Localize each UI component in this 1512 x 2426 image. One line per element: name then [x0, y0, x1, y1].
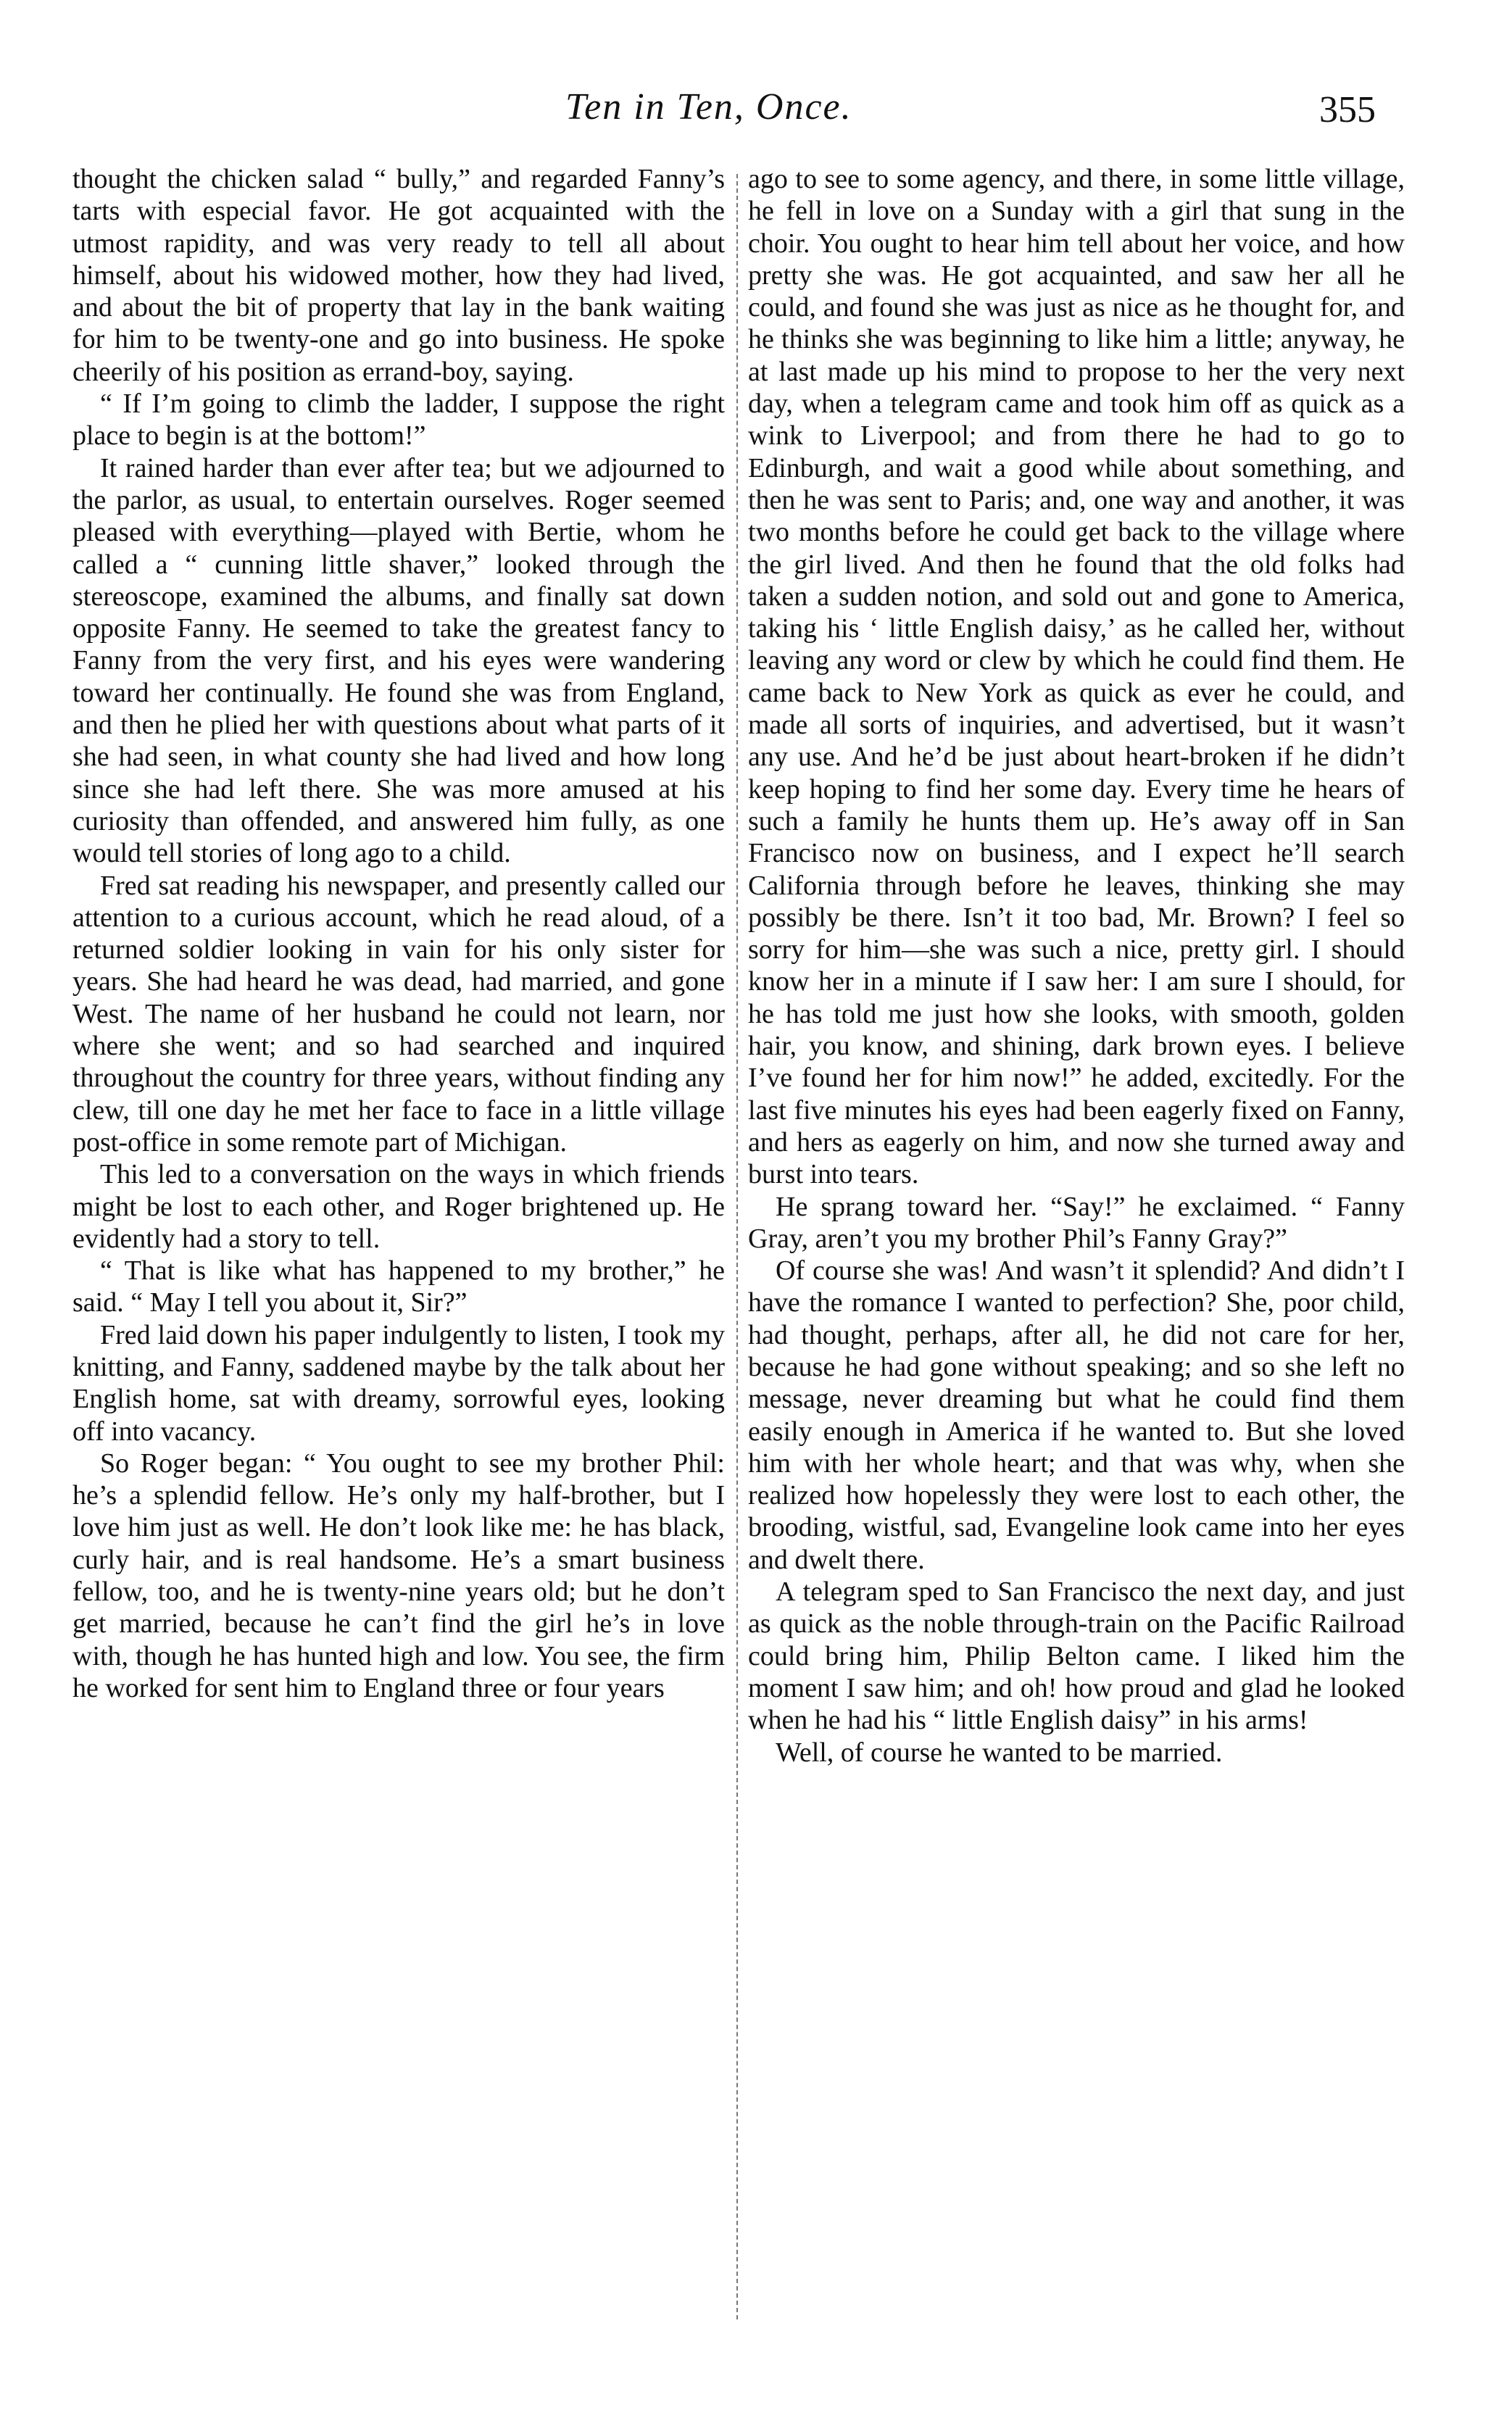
paragraph: So Roger began: “ You ought to see my brother Phil: he’s a splendid fellow. He’s only my half-brother, but I love him just as well. He don’t look like me: he has black, curly hair, and is real handsome. He’s a smart business fellow, too, and he is twenty-nine years old; but he don’t get married, because he can’t find the girl he’s in love with, though he has hunted high and low. You see, the firm he worked for sent him to England three or four years: [72, 1447, 725, 1703]
paragraph: Fred sat reading his newspaper, and presently called our attention to a curious account, which he read aloud, of a returned soldier looking in vain for his only sister for years. She had heard he was dead, had married, and gone West. The name of her husband he could not learn, nor where she went; and so had searched and inquired throughout the country for three years, without finding any clew, till one day he met her face to face in a little village post-office in some remote part of Michigan.: [72, 870, 725, 1158]
left-column: [72, 163, 725, 1704]
paragraph: thought the chicken salad “ bully,” and regarded Fanny’s tarts with especial favor. He got acquainted with the utmost rapidity, and was very ready to tell all about himself, about his widowed mother, how they had lived, and about the bit of property that lay in the bank waiting for him to be twenty-one and go into business. He spoke cheerily of his position as errand-boy, saying.: [72, 164, 725, 387]
paragraph: He sprang toward her. “Say!” he exclaimed. “ Fanny Gray, aren’t you my brother Phil’s Fanny Gray?”: [748, 1191, 1405, 1254]
paragraph: This led to a conversation on the ways in which friends might be lost to each other, and Roger brightened up. He evidently had a story to tell.: [72, 1159, 725, 1254]
page-header: [0, 86, 1512, 151]
running-title: Ten in Ten, Once.: [565, 86, 852, 128]
right-column: [748, 163, 1405, 1769]
paragraph: It rained harder than ever after tea; but we adjourned to the parlor, as usual, to entertain ourselves. Roger seemed pleased with everything—played with Bertie, whom he called a “ cunning little shaver,” looked through the stereoscope, examined the albums, and finally sat down opposite Fanny. He seemed to take the greatest fancy to Fanny from the very first, and his eyes were wandering toward her continually. He found she was from England, and then he plied her with questions about what parts of it she had seen, in what county she had lived and how long since she had left there. She was more amused at his curiosity than offended, and answered him fully, as one would tell stories of long ago to a child.: [72, 452, 725, 869]
paragraph: Of course she was! And wasn’t it splendid? And didn’t I have the romance I wanted to perfection? She, poor child, had thought, perhaps, after all, he did not care for her, because he had gone without speaking; and so she left no message, never dreaming but what he could find them easily enough in America if he wanted to. But she loved him with her whole heart; and that was why, when she realized how hopelessly they were lost to each other, the brooding, wistful, sad, Evangeline look came into her eyes and dwelt there.: [748, 1255, 1405, 1575]
paragraph: A telegram sped to San Francisco the next day, and just as quick as the noble through-train on the Pacific Railroad could bring him, Philip Belton came. I liked him the moment I saw him; and oh! how proud and glad he looked when he had his “ little English daisy” in his arms!: [748, 1577, 1405, 1736]
paragraph: Fred laid down his paper indulgently to listen, I took my knitting, and Fanny, saddened maybe by the talk about her English home, sat with dreamy, sorrowful eyes, looking off into vacancy.: [72, 1319, 725, 1447]
paragraph: Well, of course he wanted to be married.: [776, 1737, 1223, 1768]
paragraph: ago to see to some agency, and there, in some little village, he fell in love on a Sunday with a girl that sung in the choir. You ought to hear him tell about her voice, and how pretty she was. He got acquainted, and saw her all he could, and found she was just as nice as he thought for, and he thinks she was beginning to like him a little; anyway, he at last made up his mind to propose to her the very next day, when a telegram came and took him off as quick as a wink to Liverpool; and from there he had to go to Edinburgh, and wait a good while about something, and then he was sent to Paris; and, one way and another, it was two months before he could get back to the village where the girl lived. And then he found that the old folks had taken a sudden notion, and sold out and gone to America, taking his ‘ little English daisy,’ as he called her, without leaving any word or clew by which he could find them. He came back to New York as quick as ever he could, and made all sorts of inquiries, and advertised, but it wasn’t any use. And he’d be just about heart-broken if he didn’t keep hoping to find her some day. Every time he hears of such a family he hunts them up. He’s away off in San Francisco now on business, and I expect he’ll search California through before he leaves, thinking she may possibly be there. Isn’t it too bad, Mr. Brown? I feel so sorry for him—she was such a nice, pretty girl. I should know her in a minute if I saw her: I am sure I should, for he has told me just how she looks, with smooth, golden hair, you know, and shining, dark brown eyes. I believe I’ve found her for him now!” he added, excitedly. For the last five minutes his eyes had been eagerly fixed on Fanny, and hers as eagerly on him, and now she turned away and burst into tears.: [748, 164, 1405, 1190]
page-number: 355: [1319, 89, 1376, 130]
paragraph: “ If I’m going to climb the ladder, I suppose the right place to begin is at the bottom!”: [72, 389, 725, 452]
column-divider: [736, 174, 738, 2319]
paragraph: “ That is like what has happened to my brother,” he said. “ May I tell you about it, Sir?”: [72, 1255, 725, 1318]
